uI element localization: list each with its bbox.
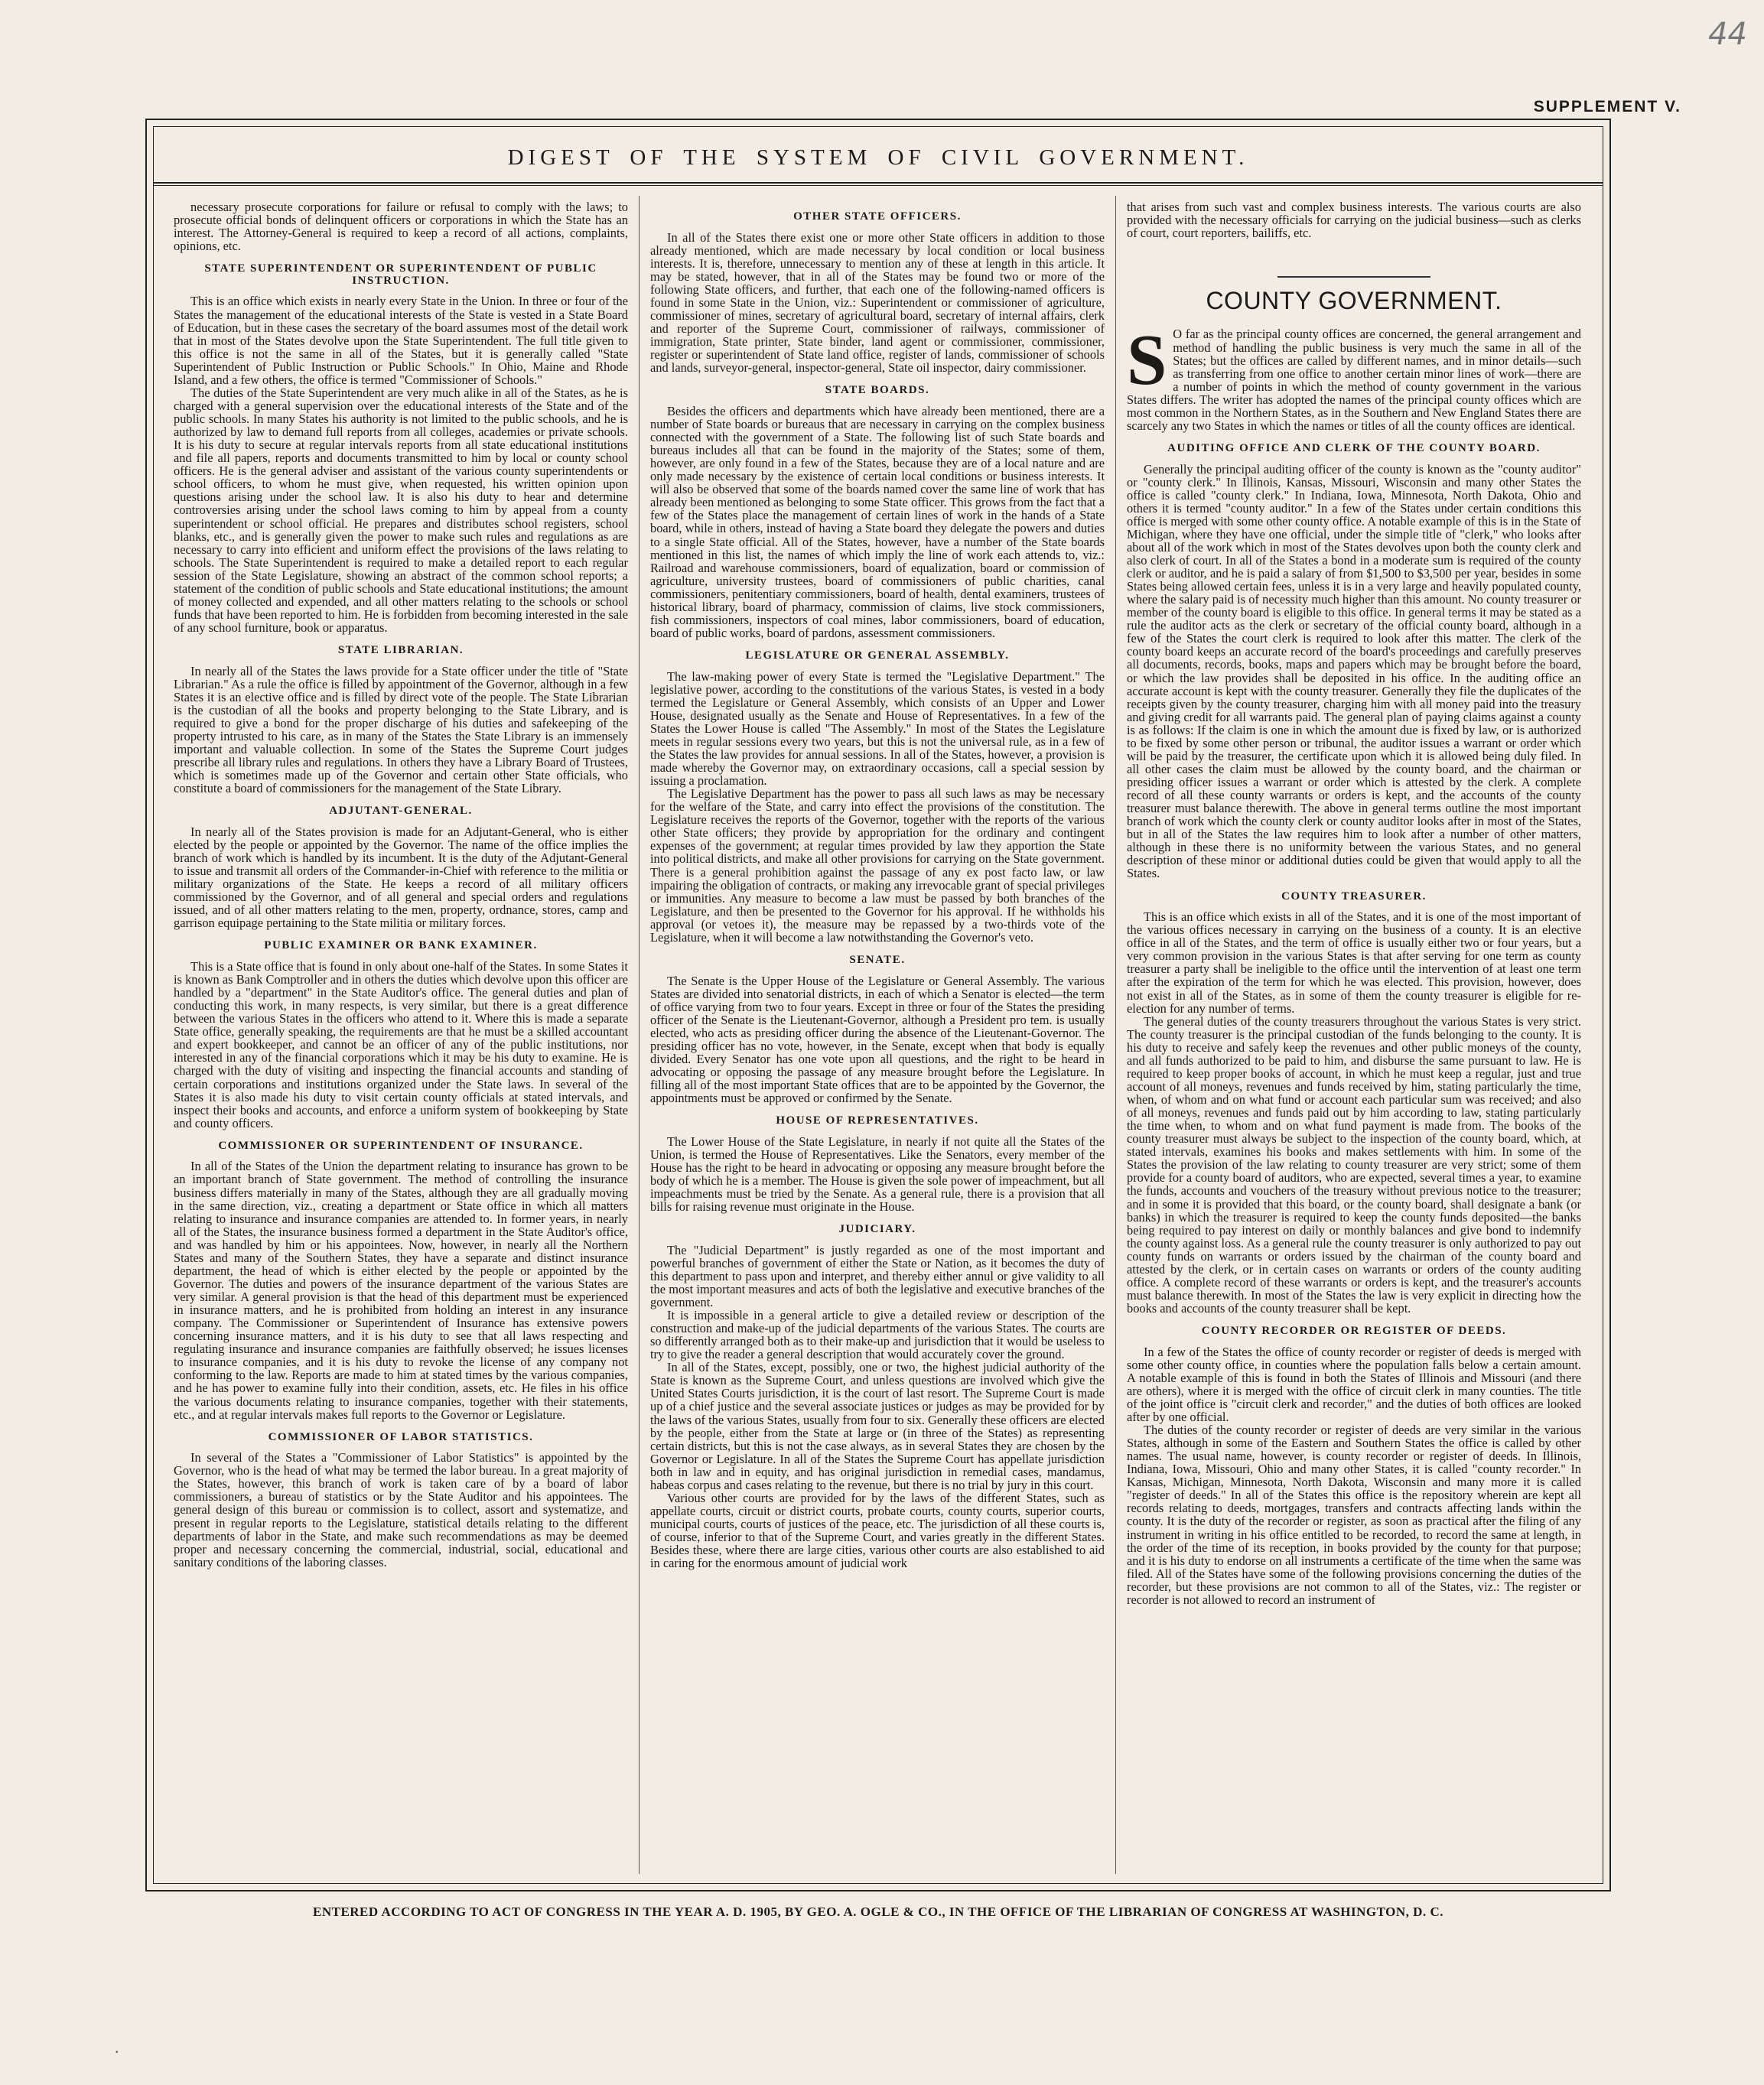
inner-frame bbox=[153, 126, 1603, 1884]
intro-paragraph bbox=[1127, 320, 1581, 433]
paragraph: The Senate is the Upper House of the Legislature or General Assembly. The various States are divided into senatorial districts, in each of which a Senator is elected—the term of office varying from two to four years. Except in three or four of the States the presiding officer of the Senate is the Lieutenant-Governor, although a President pro tem. is usually elected, who acts as presiding officer during the absence of the Lieutenant-Governor. The presiding officer has no vote, however, in the Senate, except when that body is equally divided. Every Senator has one vote upon all questions, and the right to be heard in advocating or opposing the passage of any measure brought before the Legislature. In filling all of the most important State offices that are to be appointed by the Governor, the appointments must be approved or confirmed by the Senate. bbox=[650, 973, 1105, 1106]
section-heading: STATE SUPERINTENDENT OR SUPERINTENDENT OF PUBLIC INSTRUCTION. bbox=[204, 262, 597, 287]
paragraph: In all of the States, except, possibly, one or two, the highest judicial authority of the State is known as the Supreme Court, and unless questions are involved which give the United States Courts jurisdiction, it is the court of last resort. The Supreme Court is made up of a chief justice and the several associate justices or judges as may be provided for by the laws of the various States, usually from four to six. Generally these officers are elected by the people, either from the State at large or (in three of the States) as representing certain districts, but this is not the case always, as in several States they are chosen by the Governor or Legislature. In all of the States the Supreme Court has appellate jurisdiction both in law and in equity, and has original jurisdiction in remedial cases, mandamus, habeas corpus and cases relating to the revenue, but there is no trial by jury in this court. bbox=[650, 1360, 1105, 1492]
col3-intro: that arises from such vast and complex business interests. The various courts are also provided with the necessary officials for carrying on the judicial business—such as clerks of court, court reporters, bailiffs, etc. bbox=[1127, 200, 1581, 241]
paragraph: In nearly all of the States the laws provide for a State officer under the title of "State Librarian." As a rule the office is filled by appointment of the Governor, although in a few States it is an elective office and is filled by direct vote of the people. The State Librarian is the custodian of all the books and property belonging to the State Library, and is required to give a bond for the proper discharge of his duties and safekeeping of the property intrusted to his care, as in many of the States the State Library is an immensely important and valuable collection. In some of the States the Supreme Court judges prescribe all library rules and regulations. In others they have a Library Board of Trustees, which is sometimes made up of the Governor and certain other State officials, who constitute a board of commissioners for the management of the State Library. bbox=[174, 663, 628, 796]
chapter-title: COUNTY GOVERNMENT. bbox=[1206, 287, 1502, 315]
paragraph: The "Judicial Department" is justly regarded as one of the most important and powerful branches of government of either the State or Nation, as it becomes the duty of this department to pass upon and interpret, and thereby either annul or give validity to all the most important measures and acts of both the legislative and executive branches of the government. bbox=[650, 1242, 1105, 1309]
paragraph: Besides the officers and departments which have already been mentioned, there are a number of State boards or bureaus that are necessary in carrying on the complex business connected with the government of a State. The following list of such State boards and bureaus includes all that can be found in the majority of the States; some of them, however, are only found in a few of the States, because they are of a local nature and are only made necessary by the existence of certain local conditions or business interests. It will also be observed that some of the boards named cover the same line of work that has already been mentioned as belonging to some State officer. This grows from the fact that a few of the States place the management of certain lines of work in the hands of a State board, while in others, instead of having a State board they delegate the powers and duties to a single State official. All of the States, however, have a number of the State boards mentioned in this list, the names of which imply the line of work each attends to, viz.: Railroad and warehouse commissioners, board of equalization, board or commission of agriculture, university trustees, board of commissioners of public charities, canal commissioners, penitentiary commissioners, board of health, dental examiners, trustees of historical library, board of pharmacy, commission of claims, live stock commissioners, fish commissioners, inspectors of coal mines, labor commissioners, board of education, board of public works, board of pardons, assessment commissioners. bbox=[650, 403, 1105, 640]
columns bbox=[163, 196, 1592, 1874]
paragraph: The law-making power of every State is termed the "Legislative Department." The legislative power, according to the constitutions of the various States, is vested in a body termed the Legislature or General Assembly, which consists of an Upper and Lower House, designated usually as the Senate and House of Representatives. In a few of the States the Lower House is called "The Assembly." In most of the States the Legislature meets in regular sessions every two years, but this is not the universal rule, as in a few of the States the law provides for annual sessions. In all of the States, however, a provision is made whereby the Governor may, on extraordinary occasions, call a special session by issuing a proclamation. bbox=[650, 668, 1105, 789]
paragraph: In several of the States a "Commissioner of Labor Statistics" is appointed by the Governor, who is the head of what may be termed the labor bureau. In a great majority of the States, however, this branch of work is taken care of by a board of labor commissioners, a bureau of statistics or by the State Auditor and his appointees. The general design of this bureau or commission is to collect, assort and systematize, and present in regular reports to the Legislature, statistical details relating to the different departments of labor in the State, and make such recommendations as may be deemed proper and necessary concerning the commercial, industrial, social, educational and sanitary conditions of the laboring classes. bbox=[174, 1450, 628, 1569]
paragraph: It is impossible in a general article to give a detailed review or description of the construction and make-up of the judicial departments of the various States. The courts are so differently arranged both as to their make-up and jurisdiction that it would be useless to try to give the reader a general description that would accurately cover the ground. bbox=[650, 1308, 1105, 1362]
banner-rule bbox=[154, 182, 1603, 184]
section-heading: AUDITING OFFICE AND CLERK OF THE COUNTY BOARD. bbox=[1167, 441, 1541, 454]
page-frame bbox=[145, 119, 1611, 1891]
paragraph: In nearly all of the States provision is made for an Adjutant-General, who is either elected by the people or appointed by the Governor. The name of the office implies the branch of work which is handled by its incumbent. It is the duty of the Adjutant-General to issue and transmit all orders of the Commander-in-Chief with reference to the militia or military organizations of the State. He keeps a record of all military officers commissioned by the Governor, and of all general and special orders and regulations issued, and of all other matters relating to the men, property, ordnance, stores, camp and garrison equipage pertaining to the State militia or military forces. bbox=[174, 824, 628, 931]
section-heading: LEGISLATURE OR GENERAL ASSEMBLY. bbox=[745, 649, 1010, 662]
paragraph: In all of the States there exist one or more other State officers in addition to those already mentioned, which are made necessary by local condition or local business interests. It is, therefore, unnecessary to mention any of these at length in this article. It may be stated, however, that in all of the States may be found two or more of the following State officers, and further, that each one of the following-named officers is found in some State in the Union, viz.: Superintendent or commissioner of agriculture, commissioner of mines, secretary of agricultural board, secretary of internal affairs, clerk and reporter of the Supreme Court, commissioner of railways, commissioner of immigration, State printer, State binder, land agent or commissioner, commissioner, register or superintendent of State land office, register of lands, commissioner of schools and lands, surveyor-general, inspector-general, State oil inspector, dairy commissioner. bbox=[650, 229, 1105, 376]
section-heading: STATE BOARDS. bbox=[825, 384, 930, 397]
paragraph: In all of the States of the Union the department relating to insurance has grown to be an important branch of State government. The method of controlling the insurance business differs materially in many of the States, although they are all gradually moving in the same direction, viz., creating a department or State office in which all matters relating to insurance and insurance companies are attended to. In former years, in nearly all of the States, the insurance business formed a department in the State Auditor's office, and was handled by him or his appointees. Now, however, in nearly all the Northern States and many of the Southern States, they have a separate and distinct insurance department, the head of which is either elected by the people or appointed by the Governor. The duties and powers of the insurance department of the various States are very similar. A general provision is that the head of this department must be experienced in insurance matters, and he is prohibited from holding an interest in any insurance company. The Commissioner or Superintendent of Insurance has extensive powers concerning insurance matters, and it is his duty to see that all laws respecting and regulating insurance and insurance companies are faithfully observed; he issues licenses to insurance companies, and it is his duty to revoke the license of any company not conforming to the law. Reports are made to him at stated times by the various companies, and he has power to examine fully into their condition, assets, etc. He files in his office the various documents relating to insurance companies, together with their statements, etc., and at regular intervals makes full reports to the Governor or Legislature. bbox=[174, 1159, 628, 1422]
intro-text: O far as the principal county offices are concerned, the general arrangement and method of handling the public business is very much the same in all of the States; but the offices are called by different names, and in minor details—such as transferring from one office to another certain minor lines of work—there are a number of points in which the method of county government in the various States differs. The writer has adopted the names of the principal county offices which are most common in the Northern States, as in the Southern and New England States there are scarcely any two States in which the names or titles of all the county offices are identical. bbox=[1127, 327, 1581, 433]
banner-title: DIGEST OF THE SYSTEM OF CIVIL GOVERNMENT. bbox=[507, 145, 1249, 170]
section-heading: STATE LIBRARIAN. bbox=[337, 644, 464, 657]
section-heading: JUDICIARY. bbox=[838, 1223, 916, 1236]
page-number: 44 bbox=[1708, 17, 1747, 52]
paragraph: Various other courts are provided for by the laws of the different States, such as appellate courts, circuit or district courts, probate courts, county courts, superior courts, municipal courts, courts of justices of the peace, etc. The jurisdiction of all these courts is, of course, inferior to that of the Supreme Court, and varies greatly in the different States. Besides these, where there are large cities, various other courts are also established to aid in caring for the enormous amount of judicial work bbox=[650, 1490, 1105, 1571]
section-heading: HOUSE OF REPRESENTATIVES. bbox=[776, 1114, 979, 1127]
copyright-footer: ENTERED ACCORDING TO ACT OF CONGRESS IN THE YEAR A. D. 1905, BY GEO. A. OGLE & CO., IN THE OFFICE OF THE LIBRARIAN OF CONGRESS AT WASHINGTON, D. C. bbox=[312, 1904, 1443, 1919]
paragraph: Generally the principal auditing officer of the county is known as the "county auditor" or "county clerk." In Illinois, Kansas, Missouri, Wisconsin and many other States the office is called "county clerk." In Indiana, Iowa, Minnesota, North Dakota, Ohio and others it is termed "county auditor." In a few of the States under certain conditions this office is merged with some other county office. A notable example of this is in the State of Michigan, where they have one official, under the simple title of "clerk," who looks after about all of the work which in most of the States devolves upon both the county clerk and also clerk of court. In all of the States a bond in a moderate sum is required of the county clerk or auditor, and he is paid a salary of from $1,500 to $3,500 per year, besides in some States being allowed certain fees, unless it is in a very large and heavily populated county, where the salary paid is of necessity much higher than this amount. No county treasurer or member of the county board is eligible to this office. In general terms it may be stated as a rule the auditor acts as the clerk or secretary of the official county board, although in a few of the States the court clerk is required to look after this matter. The clerk of the county board keeps an accurate record of the board's proceedings and carefully preserves all documents, records, books, maps and papers which may be brought before the board, or which the law provides shall be deposited in his office. In the auditing office an accurate account is kept with the county treasurer. Generally they file the duplicates of the receipts given by the county treasurer, charging him with all money paid into the treasury and giving credit for all warrants paid. The general plan of paying claims against a county is as follows: If the claim is one in which the amount due is fixed by law, or is authorized to be fixed by some other person or tribunal, the auditor issues a warrant or order which will be paid by the treasurer, the certificate upon which it is allowed being duly filed. In all other cases the claim must be allowed by the county board, and the chairman or presiding officer issues a warrant or order which is attested by the clerk. A complete record of all these county warrants or orders is kept, and the accounts of the county treasurer must balance therewith. The above in general terms outline the most important branch of work which the county clerk or county auditor looks after in most of the States, but in all of the States the law requires him to look after a number of other matters, although in these there is no uniformity between the various States, and no general description of these minor or additional duties could be given that would apply to all the States. bbox=[1127, 461, 1581, 881]
stray-mark: . bbox=[115, 2038, 119, 2057]
paragraph: The Lower House of the State Legislature, in nearly if not quite all the States of the Union, is termed the House of Representatives. Like the Senators, every member of the House has the right to be heard in advocating or opposing any measure brought before the body of which he is a member. The House is given the sole power of impeachment, but all impeachments must be tried by the Senate. As a general rule, there is a provision that all bills for raising revenue must originate in the House. bbox=[650, 1134, 1105, 1215]
paragraph: necessary prosecute corporations for failure or refusal to comply with the laws; to prosecute official bonds of delinquent officers or corporations in which the State has an interest. The Attorney-General is required to keep a record of all actions, complaints, opinions, etc. bbox=[174, 200, 628, 254]
section-heading: COMMISSIONER OF LABOR STATISTICS. bbox=[268, 1430, 534, 1443]
section-heading: PUBLIC EXAMINER OR BANK EXAMINER. bbox=[264, 939, 538, 952]
section-heading: COUNTY RECORDER OR REGISTER OF DEEDS. bbox=[1201, 1325, 1507, 1338]
paragraph: In a few of the States the office of county recorder or register of deeds is merged with some other county office, in counties where the population falls below a certain amount. A notable example of this is found in both the States of Illinois and Missouri (and there are others), where it is merged with the office of circuit clerk in many counties. The title of the joint office is "circuit clerk and recorder," and the duties of both offices are looked after by one official. bbox=[1127, 1344, 1581, 1424]
paragraph: This is an office which exists in nearly every State in the Union. In three or four of the States the management of the educational interests of the State is vested in a State Board of Education, but in these cases the secretary of the board assumes most of the detail work that in most of the States devolve upon the State Superintendent. The full title given to this office is not the same in all of the States, but it is generally called "State Superintendent of Public Instruction or Public Schools." In Ohio, Maine and Rhode Island, and a few others, the office is termed "Commissioner of Schools." bbox=[174, 294, 628, 387]
section-heading: OTHER STATE OFFICERS. bbox=[793, 210, 962, 223]
section-heading: ADJUTANT-GENERAL. bbox=[329, 805, 473, 818]
paragraph: This is an office which exists in all of the States, and it is one of the most important of the various offices necessary in carrying on the business of a county. It is an elective office in all of the States, and the term of office is usually either two or four years, but a very common provision in the various States is that after serving for one term as county treasurer a party shall be ineligible to the office until the intervention of at least one term after the expiration of the term for which he was elected. This provision, however, does not exist in all of the States, as in some of them the county treasurer is eligible for re-election for any number of terms. bbox=[1127, 909, 1581, 1016]
chapter-rule bbox=[1277, 276, 1430, 278]
column-left bbox=[163, 196, 640, 1874]
paragraph: The duties of the county recorder or register of deeds are very similar in the various States, although in some of the Eastern and Southern States the office is called by other names. The usual name, however, is county recorder or register of deeds. In Illinois, Indiana, Iowa, Missouri, Ohio and many other States, it is called "county recorder." In Kansas, Michigan, Minnesota, North Dakota, Wisconsin and many more it is called "register of deeds." In all of the States this office is the repository wherein are kept all records relating to deeds, mortgages, transfers and contracts affecting lands within the county. It is the duty of the recorder or register, as soon as practical after the filing of any instrument in writing in his office entitled to be recorded, to record the same at length, in the order of the time of its reception, in books provided by the county for that purpose; and it is his duty to endorse on all instruments a certificate of the time when the same was filed. All of the States have some of the following provisions concerning the duties of the recorder, but these provisions are not common to all of the States, viz.: The register or recorder is not allowed to record an instrument of bbox=[1127, 1423, 1581, 1607]
paragraph: The Legislative Department has the power to pass all such laws as may be necessary for the welfare of the State, and carry into effect the provisions of the constitution. The Legislature receives the reports of the Governor, together with the reports of the various other State officers; they provide by appropriation for the ordinary and contingent expenses of the government; at regular times provided by law they apportion the State into political districts, and make all other provisions for carrying on the State government. There is a general prohibition against the passage of any ex post facto law, or law impairing the obligation of contracts, or making any irrevocable grant of special privileges or immunities. Any measure to become a law must be passed by both branches of the Legislature, and then be presented to the Governor for his approval. If he withholds his approval (or vetoes it), the measure may be repassed by a two-thirds vote of the Legislature, when it will become a law notwithstanding the Governor's veto. bbox=[650, 786, 1105, 945]
paragraph: The duties of the State Superintendent are very much alike in all of the States, as he is charged with a general supervision over the educational interests of the State and of the public schools. In many States his authority is not limited to the public schools, and he is authorized by law to demand full reports from all colleges, academies or private schools. It is his duty to secure at regular intervals reports from all state educational institutions and file all papers, reports and documents transmitted to him by local or county school officers. He is the general adviser and assistant of the various county superintendents or school officers, to whom he must give, when requested, his written opinion upon questions arising under the school law. It is also his duty to hear and determine controversies arising under the school laws coming to him by appeal from a county superintendent or school official. He prepares and distributes school registers, school blanks, etc., and is generally given the power to make such rules and regulations as are necessary to carry into efficient and uniform effect the provisions of the laws relating to schools. The State Superintendent is required to make a detailed report to each regular session of the State Legislature, showing an abstract of the common school reports; a statement of the condition of public schools and State educational institutions; the amount of money collected and expended, and all other matters relating to the schools or school funds that have been reported to him. He is forbidden from becoming interested in the sale of any school furniture, book or apparatus. bbox=[174, 385, 628, 635]
section-heading: COMMISSIONER OR SUPERINTENDENT OF INSURANCE. bbox=[218, 1139, 584, 1152]
column-right-body bbox=[1127, 443, 1581, 1606]
section-heading: SENATE. bbox=[849, 953, 906, 966]
column-right bbox=[1116, 196, 1592, 1874]
supplement-label: SUPPLEMENT V. bbox=[1533, 98, 1681, 115]
column-middle bbox=[640, 196, 1116, 1874]
banner-rule-secondary bbox=[154, 185, 1603, 186]
section-heading: COUNTY TREASURER. bbox=[1281, 890, 1427, 903]
paragraph: This is a State office that is found in only about one-half of the States. In some States it is known as Bank Comptroller and in others the duties which devolve upon this officer are handled by a "department" in the State Auditor's office. The general duties and plan of conducting this work, in many respects, is very similar, but there is a great difference between the various States in the officers who attend to it. Where this is made a separate State office, generally speaking, the requirements are that he must be a skilled accountant and expert bookkeeper, and cannot be an officer of any of the public institutions, nor interested in any of the financial corporations which it may be his duty to examine. He is charged with the duty of visiting and inspecting the financial accounts and standing of certain corporations and institutions organized under the State laws. In several of the States it is also made his duty to visit certain county officials at stated intervals, and inspect their books and accounts, and enforce a uniform system of bookkeeping by State and county officers. bbox=[174, 958, 628, 1130]
drop-cap: S bbox=[1127, 320, 1167, 401]
paragraph: The general duties of the county treasurers throughout the various States is very strict. The county treasurer is the principal custodian of the funds belonging to the county. It is his duty to receive and safely keep the revenues and other public moneys of the county, and all funds authorized to be paid to him, and disburse the same pursuant to law. He is required to keep proper books of account, in which he must keep a regular, just and true account of all moneys, revenues and funds received by him, stating particularly the time, when, of whom and on what fund or account each particular sum was received; and also of all moneys, revenues and funds paid out by him according to law, stating particularly the time when, to whom and on what fund payment is made from. The books of the county treasurer must always be subject to the inspection of the county board, which, at stated intervals, examines his books and makes settlements with him. In some of the States the provision of the law relating to county treasurer are very strict; some of them provide for a county board of auditors, who are expected, several times a year, to examine the funds, accounts and vouchers of the treasury without previous notice to the treasurer; and in some it is provided that this board, or the county board, shall designate a bank (or banks) in which the treasurer is required to keep the county funds deposited—the banks being required to pay interest on daily or monthly balances and give bond to indemnify the county against loss. As a general rule the county treasurer is only authorized to pay out county funds on warrants or orders issued by the chairman of the county board and attested by the clerk, or in certain cases on warrants or orders of the county auditing office. A complete record of these warrants or orders is kept, and the treasurer's accounts must balance therewith. In most of the States the law is very explicit in directing how the books and accounts of the county treasurer shall be kept. bbox=[1127, 1013, 1581, 1316]
